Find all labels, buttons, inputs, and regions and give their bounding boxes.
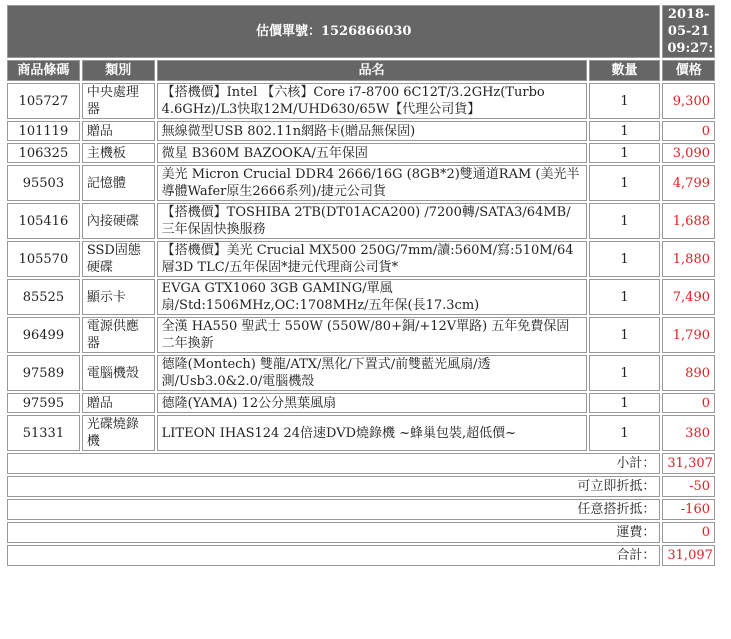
item-name: 德隆(YAMA) 12公分黑葉風扇 bbox=[157, 393, 587, 413]
item-product-no: 105727 bbox=[7, 83, 80, 119]
item-category: 主機板 bbox=[82, 143, 155, 163]
item-name: 微星 B360M BAZOOKA/五年保固 bbox=[157, 143, 587, 163]
item-name: 美光 Micron Crucial DDR4 2666/16G (8GB*2)雙通道RAM (美光半導體Wafer原生2666系列)/捷元公司貨 bbox=[157, 165, 587, 201]
item-product-no: 51331 bbox=[7, 415, 80, 451]
item-name: 無線微型USB 802.11n網路卡(贈品無保固) bbox=[157, 121, 587, 141]
quote-date: 2018-05-21 bbox=[667, 7, 710, 39]
item-row bbox=[7, 121, 715, 141]
item-category: 中央處理器 bbox=[82, 83, 155, 119]
summary-row bbox=[7, 453, 715, 474]
item-price: 9,300 bbox=[662, 83, 715, 119]
item-qty: 1 bbox=[589, 121, 661, 141]
summary-label: 小計： bbox=[7, 453, 660, 474]
item-price: 0 bbox=[662, 121, 715, 141]
quote-table bbox=[5, 3, 731, 568]
item-name: 【搭機價】TOSHIBA 2TB(DT01ACA200) /7200轉/SATA3/64MB/三年保固快換服務 bbox=[157, 203, 587, 239]
item-qty: 1 bbox=[589, 415, 661, 451]
item-price: 4,799 bbox=[662, 165, 715, 201]
item-price: 0 bbox=[662, 393, 715, 413]
item-row bbox=[7, 415, 715, 451]
item-category: 贈品 bbox=[82, 121, 155, 141]
item-row bbox=[7, 203, 715, 239]
item-name: 【搭機價】Intel 【六核】Core i7-8700 6C12T/3.2GHz(Turbo 4.6GHz)/L3快取12M/UHD630/65W【代理公司貨】 bbox=[157, 83, 587, 119]
summary-value: -160 bbox=[662, 499, 715, 520]
item-product-no: 96499 bbox=[7, 317, 80, 353]
item-row bbox=[7, 393, 715, 413]
item-row bbox=[7, 279, 715, 315]
col-header-name: 品名 bbox=[157, 60, 587, 81]
summary-body bbox=[7, 453, 715, 566]
item-qty: 1 bbox=[589, 83, 661, 119]
item-qty: 1 bbox=[589, 203, 661, 239]
item-product-no: 97595 bbox=[7, 393, 80, 413]
item-product-no: 101119 bbox=[7, 121, 80, 141]
item-qty: 1 bbox=[589, 393, 661, 413]
quote-time: 09:27:10 bbox=[667, 41, 731, 56]
item-category: 電源供應器 bbox=[82, 317, 155, 353]
item-price: 1,688 bbox=[662, 203, 715, 239]
item-name: EVGA GTX1060 3GB GAMING/單風扇/Std:1506MHz,OC:1708MHz/五年保(長17.3cm) bbox=[157, 279, 587, 315]
item-product-no: 85525 bbox=[7, 279, 80, 315]
item-row bbox=[7, 355, 715, 391]
summary-row bbox=[7, 545, 715, 566]
item-product-no: 105570 bbox=[7, 241, 80, 277]
items-body bbox=[7, 83, 715, 451]
item-product-no: 95503 bbox=[7, 165, 80, 201]
summary-label: 任意搭折抵： bbox=[7, 499, 660, 520]
summary-value: -50 bbox=[662, 476, 715, 497]
item-category: 電腦機殼 bbox=[82, 355, 155, 391]
item-row bbox=[7, 143, 715, 163]
item-row bbox=[7, 83, 715, 119]
item-price: 1,880 bbox=[662, 241, 715, 277]
item-category: 贈品 bbox=[82, 393, 155, 413]
item-name: LITEON IHAS124 24倍速DVD燒錄機 ~蜂巢包裝,超低價~ bbox=[157, 415, 587, 451]
summary-value: 0 bbox=[662, 522, 715, 543]
item-price: 7,490 bbox=[662, 279, 715, 315]
summary-row bbox=[7, 499, 715, 520]
item-product-no: 105416 bbox=[7, 203, 80, 239]
item-price: 3,090 bbox=[662, 143, 715, 163]
item-product-no: 106325 bbox=[7, 143, 80, 163]
summary-value: 31,307 bbox=[662, 453, 715, 474]
item-name: 全漢 HA550 聖武士 550W (550W/80+銅/+12V單路) 五年免費保固二年換新 bbox=[157, 317, 587, 353]
quote-number-title: 估價單號：1526866030 bbox=[7, 5, 660, 58]
item-category: 顯示卡 bbox=[82, 279, 155, 315]
col-header-category: 類別 bbox=[82, 60, 155, 81]
item-category: 記憶體 bbox=[82, 165, 155, 201]
summary-label: 運費： bbox=[7, 522, 660, 543]
col-header-product-no: 商品條碼 bbox=[7, 60, 80, 81]
item-qty: 1 bbox=[589, 279, 661, 315]
item-name: 德隆(Montech) 雙龍/ATX/黑化/下置式/前雙藍光風扇/透測/Usb3.0&2.0/電腦機殼 bbox=[157, 355, 587, 391]
item-price: 380 bbox=[662, 415, 715, 451]
item-category: 光碟燒錄機 bbox=[82, 415, 155, 451]
summary-value: 31,097 bbox=[662, 545, 715, 566]
item-product-no: 97589 bbox=[7, 355, 80, 391]
item-row bbox=[7, 241, 715, 277]
item-category: 內接硬碟 bbox=[82, 203, 155, 239]
item-qty: 1 bbox=[589, 241, 661, 277]
item-qty: 1 bbox=[589, 165, 661, 201]
item-qty: 1 bbox=[589, 355, 661, 391]
summary-label: 可立即折抵： bbox=[7, 476, 660, 497]
item-row bbox=[7, 317, 715, 353]
quote-datetime bbox=[662, 5, 731, 58]
item-qty: 1 bbox=[589, 317, 661, 353]
item-price: 890 bbox=[662, 355, 715, 391]
col-header-qty: 數量 bbox=[589, 60, 661, 81]
item-category: SSD固態硬碟 bbox=[82, 241, 155, 277]
item-row bbox=[7, 165, 715, 201]
item-price: 1,790 bbox=[662, 317, 715, 353]
item-name: 【搭機價】美光 Crucial MX500 250G/7mm/讀:560M/寫:510M/64層3D TLC/五年保固*捷元代理商公司貨* bbox=[157, 241, 587, 277]
summary-row bbox=[7, 476, 715, 497]
col-header-price: 價格 bbox=[662, 60, 715, 81]
item-qty: 1 bbox=[589, 143, 661, 163]
summary-row bbox=[7, 522, 715, 543]
summary-label: 合計： bbox=[7, 545, 660, 566]
